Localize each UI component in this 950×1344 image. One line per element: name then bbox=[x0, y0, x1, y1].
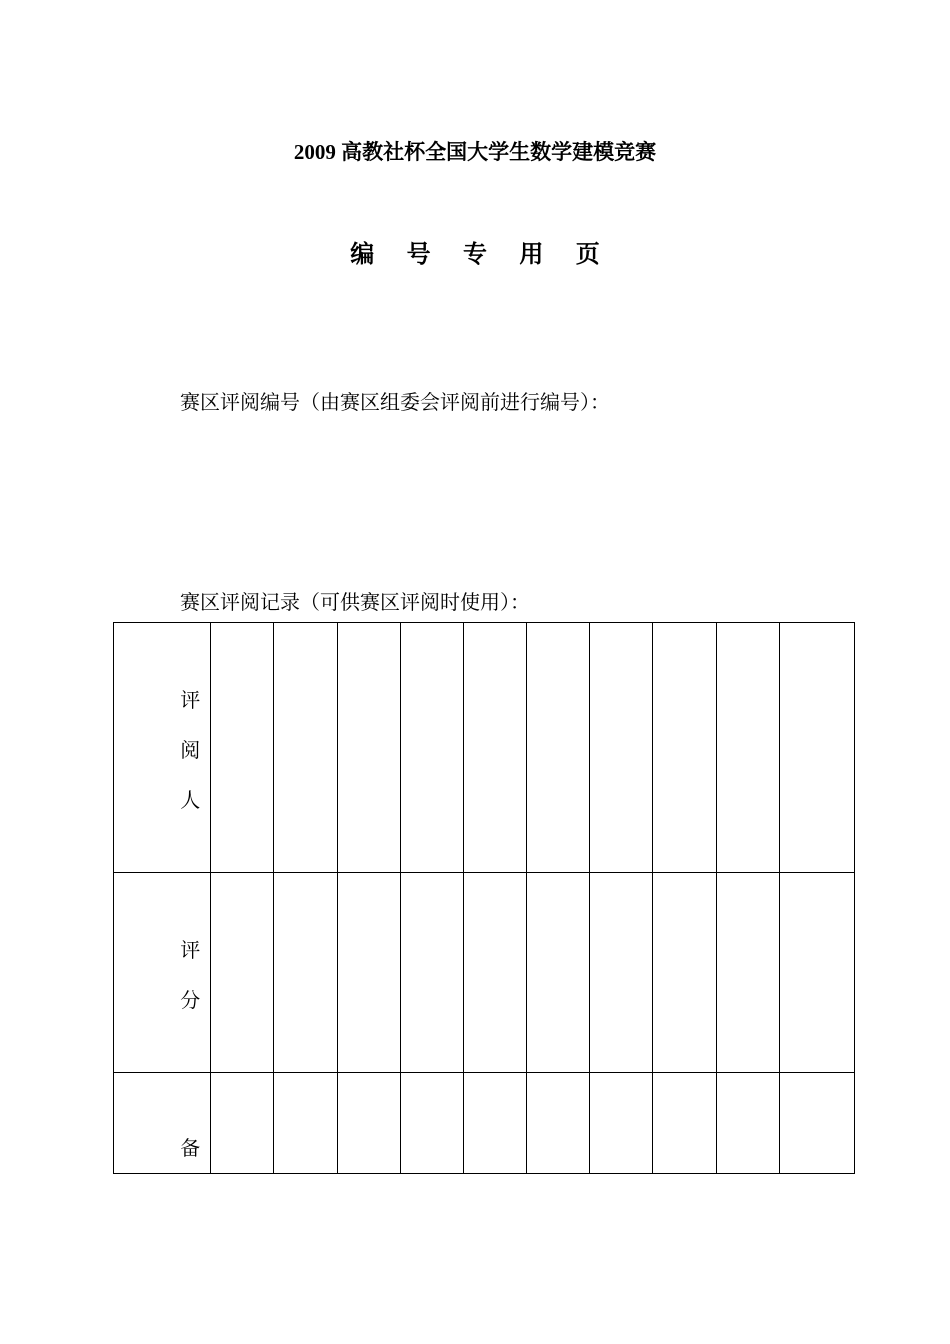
table-cell[interactable] bbox=[779, 873, 854, 1073]
record-instruction: 赛区评阅记录（可供赛区评阅时使用）： bbox=[180, 590, 530, 614]
table-cell[interactable] bbox=[274, 1073, 337, 1174]
label-char: 分 bbox=[180, 988, 201, 1012]
table-cell[interactable] bbox=[590, 623, 653, 873]
table-row-score bbox=[114, 873, 855, 1073]
table-cell[interactable] bbox=[337, 873, 400, 1073]
row-label-score bbox=[114, 873, 210, 1025]
label-char: 人 bbox=[180, 788, 201, 812]
table-row-remarks bbox=[114, 1073, 855, 1174]
table-cell[interactable] bbox=[274, 623, 337, 873]
table-cell[interactable] bbox=[716, 1073, 779, 1174]
table-cell[interactable] bbox=[527, 1073, 590, 1174]
table-cell[interactable] bbox=[211, 873, 274, 1073]
table-cell[interactable] bbox=[274, 873, 337, 1073]
table-cell[interactable] bbox=[463, 1073, 526, 1174]
table-cell[interactable] bbox=[400, 873, 463, 1073]
table-cell[interactable] bbox=[400, 1073, 463, 1174]
table-cell[interactable] bbox=[337, 623, 400, 873]
table-cell[interactable] bbox=[779, 623, 854, 873]
table-cell[interactable] bbox=[779, 1073, 854, 1174]
row-label-cell bbox=[114, 1073, 211, 1174]
table-cell[interactable] bbox=[463, 623, 526, 873]
label-char: 阅 bbox=[180, 738, 201, 762]
page-subtitle: 编 号 专 用 页 bbox=[350, 239, 612, 268]
label-char: 评 bbox=[180, 688, 201, 712]
table-cell[interactable] bbox=[716, 623, 779, 873]
table-cell[interactable] bbox=[590, 1073, 653, 1174]
row-label-cell bbox=[114, 623, 211, 873]
label-char: 评 bbox=[180, 938, 201, 962]
table-cell[interactable] bbox=[653, 873, 716, 1073]
label-char: 备 bbox=[180, 1136, 201, 1160]
table-cell[interactable] bbox=[400, 623, 463, 873]
row-label-reviewer bbox=[114, 623, 210, 825]
table-cell[interactable] bbox=[463, 873, 526, 1073]
row-label-remarks bbox=[114, 1073, 210, 1173]
table-cell[interactable] bbox=[211, 1073, 274, 1174]
row-label-cell bbox=[114, 873, 211, 1073]
table-cell[interactable] bbox=[653, 623, 716, 873]
table-cell[interactable] bbox=[211, 623, 274, 873]
table-cell[interactable] bbox=[337, 1073, 400, 1174]
page-title: 2009 高教社杯全国大学生数学建模竞赛 bbox=[293, 140, 657, 164]
review-record-table bbox=[113, 622, 855, 1174]
numbering-instruction: 赛区评阅编号（由赛区组委会评阅前进行编号）： bbox=[180, 390, 610, 414]
table-cell[interactable] bbox=[527, 623, 590, 873]
table-cell[interactable] bbox=[527, 873, 590, 1073]
table-cell[interactable] bbox=[590, 873, 653, 1073]
table-cell[interactable] bbox=[653, 1073, 716, 1174]
table-row-reviewer bbox=[114, 623, 855, 873]
table-cell[interactable] bbox=[716, 873, 779, 1073]
